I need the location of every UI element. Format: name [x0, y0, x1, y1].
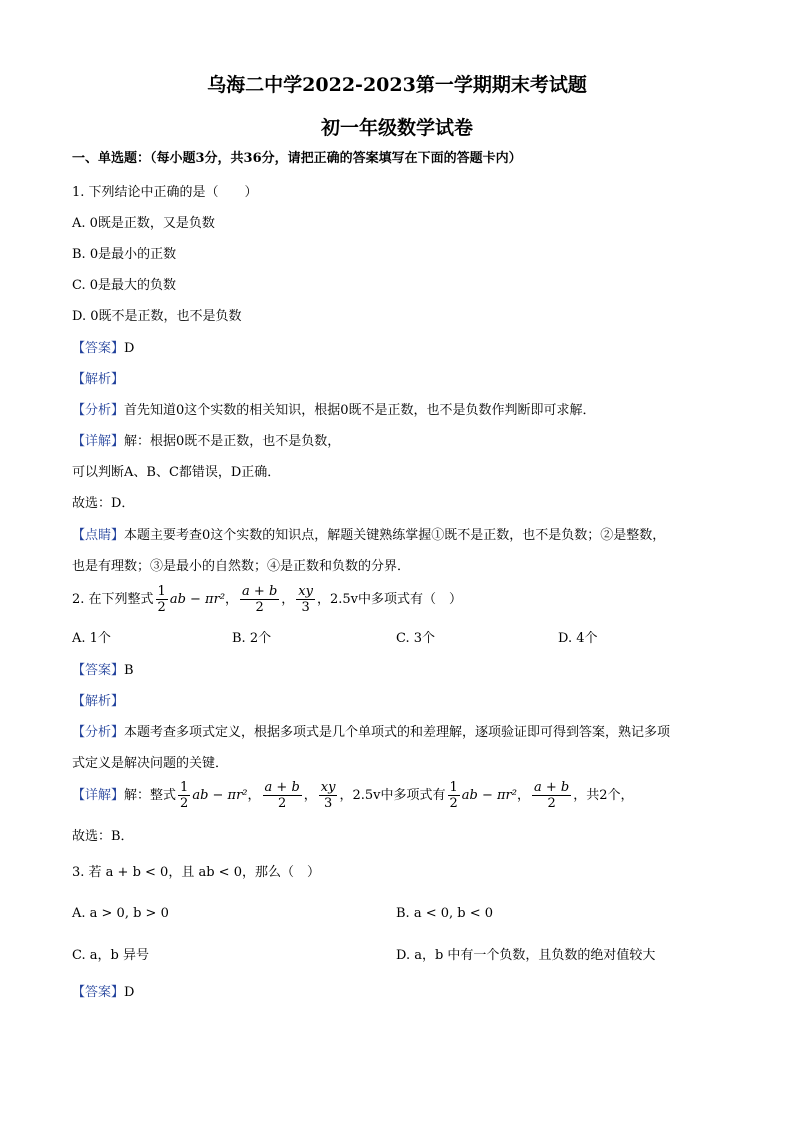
dianjing-text-1: 本题主要考查0这个实数的知识点，解题关键熟练掌握①既不是正数，也不是负数；②是整数，	[124, 528, 666, 543]
xj-frac5-num: a + b	[534, 780, 570, 795]
xj-frac1-den: 2	[180, 796, 189, 811]
q1-dianjing	[72, 527, 665, 545]
fenxi-text: 首先知道0这个实数的相关知识，根据0既不是正数，也不是负数作判断即可求解．	[124, 403, 596, 418]
q1-xiangjie-line2: 可以判断A、B、C都错误，D正确．	[72, 465, 281, 480]
q3-option-a: A. a > 0, b > 0	[72, 906, 169, 921]
xj-term2: ab − πr²	[461, 788, 517, 803]
xj-term1: ab − πr²	[192, 788, 248, 803]
answer-tag: 【答案】	[72, 985, 125, 1000]
frac2-num: a + b	[242, 584, 278, 599]
q2-term1: ab − πr²	[169, 592, 226, 607]
q2-option-c: C. 3个	[396, 631, 436, 646]
xj-frac3	[319, 780, 338, 811]
frac3-num: xy	[298, 584, 313, 599]
section-heading: 一、单选题：（每小题3分，共36分，请把正确的答案填写在下面的答题卡内）	[72, 151, 522, 166]
q2-option-b: B. 2个	[232, 631, 272, 646]
frac3-den: 3	[301, 600, 310, 615]
q1-option-d: D. 0既不是正数，也不是负数	[72, 309, 242, 324]
q2-fenxi-line2: 式定义是解决问题的关键．	[72, 756, 229, 771]
xj-frac2	[263, 780, 302, 811]
q2-option-d: D. 4个	[558, 631, 598, 646]
q2-choose: 故选：B．	[72, 829, 134, 844]
xj-frac4	[448, 780, 460, 811]
xiangjie-pre: 解：整式	[124, 788, 177, 803]
fenxi-tag: 【分析】	[72, 725, 125, 740]
xiangjie-post: ，共2个，	[573, 788, 634, 803]
q2-answer	[72, 662, 134, 680]
fenxi-tag: 【分析】	[72, 403, 125, 418]
q2-stem	[72, 584, 462, 615]
q2-frac2	[240, 584, 279, 615]
q1-stem: 1. 下列结论中正确的是（ ）	[72, 185, 258, 200]
xj-frac3-den: 3	[323, 796, 333, 811]
xj-frac4-den: 2	[449, 796, 458, 811]
xj-frac1	[178, 780, 190, 811]
q2-frac1	[156, 584, 168, 615]
xj-frac5-den: 2	[547, 796, 556, 811]
q1-fenxi	[72, 402, 596, 420]
q2-comma-1: ，	[225, 592, 239, 607]
xj-comma-2: ，	[303, 788, 317, 803]
q1-dianjing-line2: 也是有理数；③是最小的自然数；④是正数和负数的分界．	[72, 559, 411, 574]
q2-option-a: A. 1个	[72, 631, 111, 646]
q1-analysis-tag: 【解析】	[72, 372, 125, 387]
q1-option-a: A. 0既是正数，又是负数	[72, 216, 215, 231]
xiangjie-tag: 【详解】	[72, 434, 125, 449]
frac1-num: 1	[157, 584, 166, 599]
xj-frac2-num: a + b	[264, 780, 300, 795]
q2-fenxi	[72, 724, 670, 742]
q1-xiangjie	[72, 433, 340, 451]
dianjing-tag: 【点睛】	[72, 528, 125, 543]
q1-choose: 故选：D．	[72, 496, 135, 511]
q3-option-b: B. a < 0, b < 0	[396, 906, 494, 921]
xj-frac1-num: 1	[180, 780, 189, 795]
xj-frac5	[532, 780, 571, 811]
xiangjie-mid: ，2.5v中多项式有	[339, 788, 446, 803]
xiangjie-text: 解：根据0既不是正数，也不是负数，	[124, 434, 341, 449]
answer-value: D	[124, 341, 135, 356]
exam-title: 乌海二中学2022-2023第一学期期末考试题	[207, 74, 587, 96]
q2-frac3	[296, 584, 315, 615]
xj-comma-1: ，	[247, 788, 261, 803]
q2-analysis-tag: 【解析】	[72, 694, 125, 709]
q1-option-b: B. 0是最小的正数	[72, 247, 177, 262]
q2-comma-2: ，	[281, 592, 295, 607]
q3-option-d: D. a，b 中有一个负数，且负数的绝对值较大	[396, 948, 656, 963]
xj-comma-3: ，	[516, 788, 530, 803]
q2-stem-post: ，2.5v中多项式有（ ）	[316, 592, 463, 607]
q3-option-c: C. a，b 异号	[72, 948, 149, 963]
xj-frac4-num: 1	[449, 780, 458, 795]
answer-value: B	[124, 663, 134, 678]
frac1-den: 2	[157, 600, 166, 615]
answer-tag: 【答案】	[72, 341, 125, 356]
q1-answer	[72, 340, 134, 358]
xj-frac3-num: xy	[320, 780, 336, 795]
q3-answer	[72, 984, 134, 1002]
q2-stem-pre: 2. 在下列整式	[72, 592, 154, 607]
xiangjie-tag: 【详解】	[72, 788, 125, 803]
q2-xiangjie	[72, 780, 634, 811]
xj-frac2-den: 2	[278, 796, 287, 811]
answer-tag: 【答案】	[72, 663, 125, 678]
q3-stem: 3. 若 a + b < 0，且 ab < 0，那么（ ）	[72, 865, 320, 880]
frac2-den: 2	[255, 600, 264, 615]
fenxi-text-1: 本题考查多项式定义，根据多项式是几个单项式的和差理解，逐项验证即可得到答案，熟记多项	[124, 725, 671, 740]
q1-option-c: C. 0是最大的负数	[72, 278, 177, 293]
answer-value: D	[124, 985, 135, 1000]
exam-subtitle: 初一年级数学试卷	[320, 117, 473, 139]
